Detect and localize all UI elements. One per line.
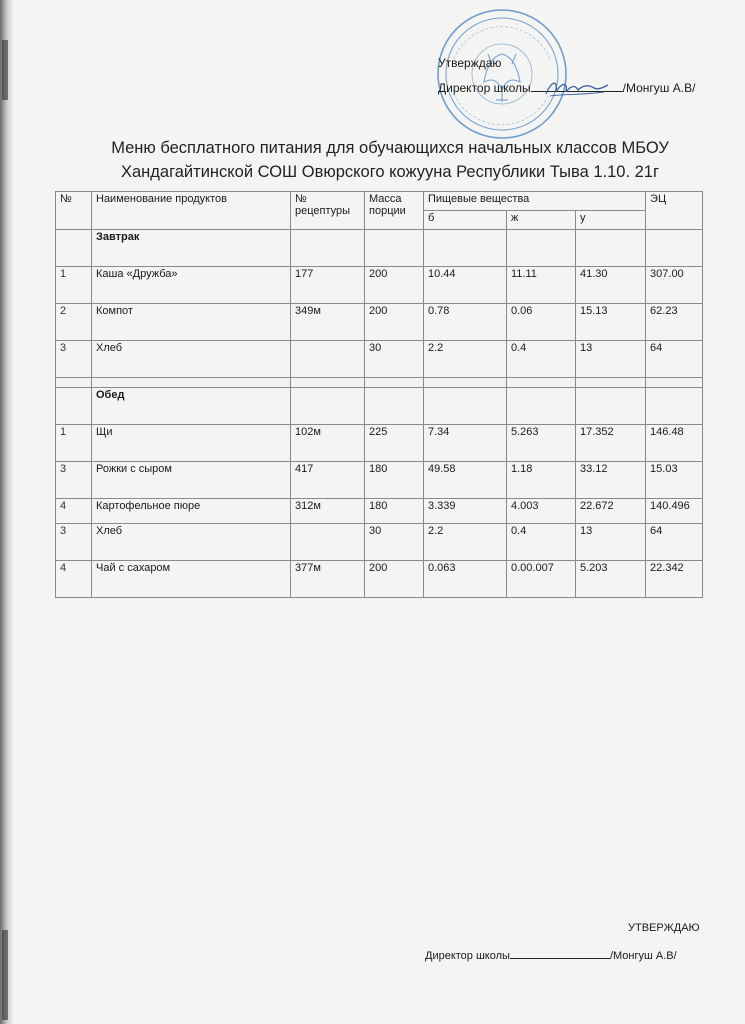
cell-mass: 200 [365, 304, 424, 341]
scan-speck [2, 930, 8, 1020]
cell-mass: 180 [365, 462, 424, 499]
scan-speck [2, 40, 8, 100]
section-title: Обед [92, 388, 291, 425]
cell-product: Щи [92, 425, 291, 462]
cell-zh: 0.06 [507, 304, 576, 341]
footer-director-signature-line [425, 948, 677, 962]
cell-b: 3.339 [424, 499, 507, 524]
empty-cell [424, 230, 507, 267]
cell-u: 33.12 [576, 462, 646, 499]
cell-product: Картофельное пюре [92, 499, 291, 524]
cell-product: Компот [92, 304, 291, 341]
cell-no: 1 [56, 267, 92, 304]
cell-zh: 5.263 [507, 425, 576, 462]
empty-cell [56, 230, 92, 267]
cell-energy: 15.03 [646, 462, 703, 499]
cell-b: 2.2 [424, 524, 507, 561]
empty-cell [646, 388, 703, 425]
cell-energy: 22.342 [646, 561, 703, 598]
cell-recipe [291, 341, 365, 378]
cell-u: 22.672 [576, 499, 646, 524]
cell-mass: 30 [365, 524, 424, 561]
empty-cell [365, 230, 424, 267]
table-body [56, 230, 703, 598]
cell-product: Каша «Дружба» [92, 267, 291, 304]
empty-cell [92, 378, 291, 388]
cell-u: 13 [576, 341, 646, 378]
cell-energy: 64 [646, 524, 703, 561]
cell-energy: 146.48 [646, 425, 703, 462]
page-title [40, 136, 740, 184]
table-row [56, 267, 703, 304]
table-row [56, 524, 703, 561]
header-energy: ЭЦ [646, 192, 703, 230]
cell-recipe: 417 [291, 462, 365, 499]
cell-zh: 0.4 [507, 524, 576, 561]
empty-cell [507, 378, 576, 388]
cell-zh: 4.003 [507, 499, 576, 524]
cell-b: 7.34 [424, 425, 507, 462]
empty-cell [291, 230, 365, 267]
cell-recipe: 377м [291, 561, 365, 598]
table-row [56, 304, 703, 341]
empty-cell [365, 378, 424, 388]
empty-cell [291, 388, 365, 425]
cell-zh: 1.18 [507, 462, 576, 499]
cell-b: 10.44 [424, 267, 507, 304]
director-name: /Монгуш А.В/ [622, 81, 696, 95]
header-nutrients: Пищевые вещества [424, 192, 646, 211]
cell-mass: 200 [365, 267, 424, 304]
cell-no: 1 [56, 425, 92, 462]
title-line-2: Хандагайтинской СОШ Овюрского кожууна Республики Тыва 1.10. 21г [120, 163, 659, 181]
cell-u: 5.203 [576, 561, 646, 598]
cell-energy: 64 [646, 341, 703, 378]
cell-recipe: 312м [291, 499, 365, 524]
cell-no: 3 [56, 341, 92, 378]
empty-cell [56, 388, 92, 425]
cell-product: Хлеб [92, 341, 291, 378]
table-row [56, 341, 703, 378]
empty-cell [576, 378, 646, 388]
cell-product: Рожки с сыром [92, 462, 291, 499]
cell-u: 17.352 [576, 425, 646, 462]
cell-recipe: 349м [291, 304, 365, 341]
footer-director-label: Директор школы [425, 950, 510, 962]
section-row [56, 230, 703, 267]
cell-b: 0.78 [424, 304, 507, 341]
section-row [56, 388, 703, 425]
empty-cell [576, 230, 646, 267]
cell-zh: 0.4 [507, 341, 576, 378]
table-header-row [56, 192, 703, 211]
empty-cell [424, 388, 507, 425]
handwritten-signature [542, 76, 612, 100]
cell-b: 0.063 [424, 561, 507, 598]
header-protein: б [424, 211, 507, 230]
cell-u: 13 [576, 524, 646, 561]
table-row [56, 561, 703, 598]
table-row [56, 462, 703, 499]
spacer-row [56, 378, 703, 388]
cell-mass: 180 [365, 499, 424, 524]
empty-cell [646, 230, 703, 267]
cell-no: 4 [56, 561, 92, 598]
school-seal-stamp [432, 4, 572, 144]
cell-mass: 225 [365, 425, 424, 462]
header-fat: ж [507, 211, 576, 230]
cell-no: 2 [56, 304, 92, 341]
empty-cell [424, 378, 507, 388]
header-no: № [56, 192, 92, 230]
empty-cell [56, 378, 92, 388]
table-row [56, 425, 703, 462]
cell-no: 3 [56, 462, 92, 499]
cell-product: Чай с сахаром [92, 561, 291, 598]
cell-energy: 307.00 [646, 267, 703, 304]
empty-cell [291, 378, 365, 388]
header-product: Наименование продуктов [92, 192, 291, 230]
cell-zh: 11.11 [507, 267, 576, 304]
cell-b: 2.2 [424, 341, 507, 378]
menu-table [55, 191, 703, 598]
header-mass: Масса порции [365, 192, 424, 230]
footer-director-name: /Монгуш А.В/ [609, 950, 677, 962]
cell-recipe [291, 524, 365, 561]
empty-cell [507, 388, 576, 425]
cell-u: 41.30 [576, 267, 646, 304]
scan-edge [0, 0, 14, 1024]
empty-cell [365, 388, 424, 425]
director-label: Директор школы [438, 81, 531, 95]
header-carbs: у [576, 211, 646, 230]
table-row [56, 499, 703, 524]
footer-approval-label: УТВЕРЖДАЮ [628, 922, 700, 934]
header-recipe: № рецептуры [291, 192, 365, 230]
cell-energy: 140.496 [646, 499, 703, 524]
approval-label: Утверждаю [438, 56, 502, 70]
cell-mass: 200 [365, 561, 424, 598]
cell-recipe: 177 [291, 267, 365, 304]
footer-signature-blank [510, 948, 610, 959]
cell-energy: 62.23 [646, 304, 703, 341]
empty-cell [646, 378, 703, 388]
empty-cell [576, 388, 646, 425]
cell-no: 4 [56, 499, 92, 524]
cell-no: 3 [56, 524, 92, 561]
cell-b: 49.58 [424, 462, 507, 499]
cell-recipe: 102м [291, 425, 365, 462]
title-line-1: Меню бесплатного питания для обучающихся начальных классов МБОУ [111, 139, 669, 157]
cell-zh: 0.00.007 [507, 561, 576, 598]
cell-u: 15.13 [576, 304, 646, 341]
cell-product: Хлеб [92, 524, 291, 561]
section-title: Завтрак [92, 230, 291, 267]
cell-mass: 30 [365, 341, 424, 378]
empty-cell [507, 230, 576, 267]
